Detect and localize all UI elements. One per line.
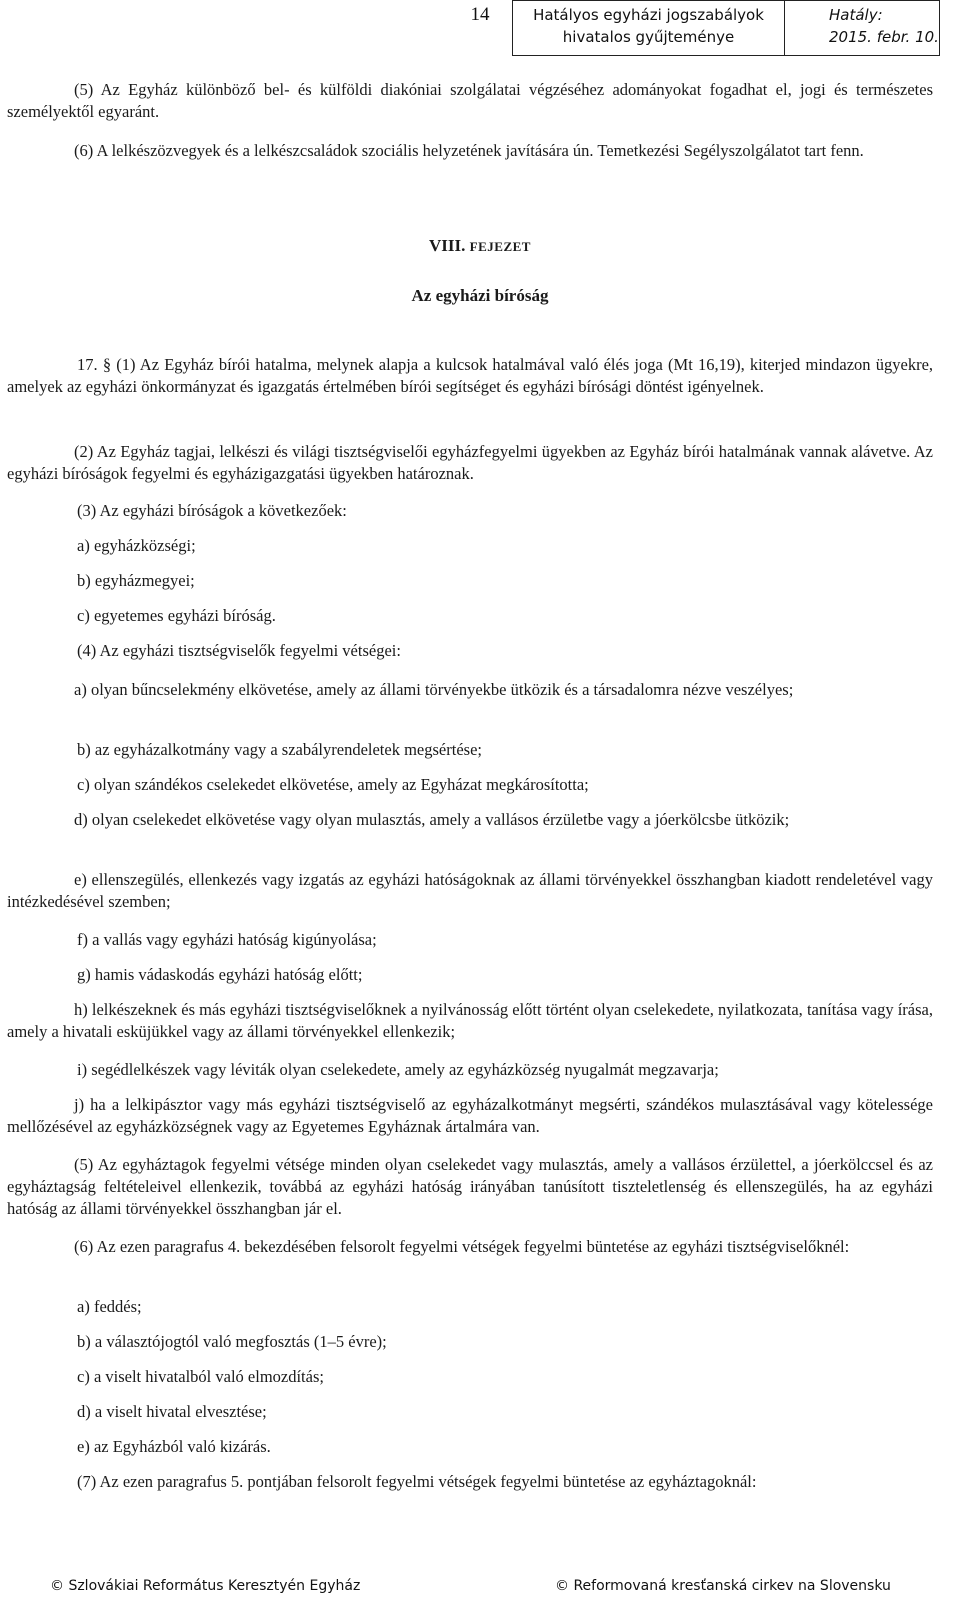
list-item: j) ha a lelkipásztor vagy más egyházi tisztségviselő az egyházalkotmányt megsérti, szándékos mulasztásával vagy kötelessége mellőzésével az egyházközségnek vagy az Egyetemes Egyháznak ártalmára van. [7, 1095, 933, 1136]
list-item: e) az Egyházból való kizárás. [77, 1437, 271, 1456]
list-item: a) olyan bűncselekmény elkövetése, amely az állami törvényekbe ütközik és a társadalomra nézve veszélyes; [74, 680, 794, 699]
chapter-title: Az egyházi bíróság [411, 286, 549, 305]
paragraph-6-previous: (6) A lelkészözvegyek és a lelkészcsaládok szociális helyzetének javítására ún. Temetkezési Segélyszolgálatot tart fenn. [74, 141, 864, 160]
footer-right: © Reformovaná kresťanská cirkev na Slovensku [555, 1578, 891, 1594]
list-item: f) a vallás vagy egyházi hatóság kigúnyolása; [77, 930, 377, 949]
list-item: c) olyan szándékos cselekedet elkövetése, amely az Egyházat megkárosította; [77, 775, 589, 794]
list-item: b) egyházmegyei; [77, 571, 195, 590]
chapter-heading [0, 236, 960, 256]
header-title-line1: Hatályos egyházi jogszabályok [533, 6, 764, 24]
header-effect-box [784, 0, 940, 56]
list-item: c) a viselt hivatalból való elmozdítás; [77, 1367, 324, 1386]
header-title-line2: hivatalos gyűjteménye [562, 28, 735, 46]
list-item: g) hamis vádaskodás egyházi hatóság előtt; [77, 965, 363, 984]
chapter-number: VIII. [429, 236, 466, 255]
section-17-paragraph-7: (7) Az ezen paragrafus 5. pontjában felsorolt fegyelmi vétségek fegyelmi büntetése az egyháztagoknál: [77, 1472, 757, 1491]
list-item: c) egyetemes egyházi bíróság. [77, 606, 276, 625]
list-item: b) a választójogtól való megfosztás (1–5 évre); [77, 1332, 387, 1351]
footer-left: © Szlovákiai Református Keresztyén Egyház [50, 1578, 361, 1594]
section-17-paragraph-4: (4) Az egyházi tisztségviselők fegyelmi vétségei: [77, 641, 401, 660]
section-17-paragraph-2: (2) Az Egyház tagjai, lelkészi és világi tisztségviselői egyházfegyelmi ügyekben az Egyház bírói hatalmának vannak alávetve. Az egyházi bíróságok fegyelmi és egyházigazgatási ügyekben határoznak. [7, 442, 933, 483]
list-item: a) egyházközségi; [77, 536, 196, 555]
section-17-paragraph-6: (6) Az ezen paragrafus 4. bekezdésében felsorolt fegyelmi vétségek fegyelmi büntetése az egyházi tisztségviselőknél: [74, 1237, 850, 1256]
list-item: h) lelkészeknek és más egyházi tisztségviselőknek a nyilvánosság előtt történt olyan cselekedete, nyilatkozata, tanítása vagy írása, amely a hivatali esküjükkel vagy az állami törvényekkel ellenkezik; [7, 1000, 933, 1041]
section-number: 17. [77, 355, 98, 374]
header-effect-date: 2015. febr. 10. [829, 28, 939, 46]
page-number: 14 [470, 4, 490, 25]
section-17-paragraph-5: (5) Az egyháztagok fegyelmi vétsége minden olyan cselekedet vagy mulasztás, amely a vallásos érzülettel, a jóerkölccsel és az egyháztagság feltételeivel ellenkezik, továbbá az egyházi hatóság irányában tanúsított tiszteletlenség és ellenszegülés, ha az egyházi hatóság az állami törvényekkel összhangban jár el. [7, 1155, 933, 1218]
paragraph-5-previous: (5) Az Egyház különböző bel- és külföldi diakóniai szolgálatai végzéséhez adományokat fogadhat el, jogi és természetes személyektől egyaránt. [7, 80, 933, 121]
section-mark: § [102, 355, 112, 374]
list-item: i) segédlelkészek vagy léviták olyan cselekedete, amely az egyházközség nyugalmát megzavarja; [77, 1060, 719, 1079]
section-17-paragraph-3: (3) Az egyházi bíróságok a következőek: [77, 501, 347, 520]
section-17-paragraph-1: 17. § (1) Az Egyház bírói hatalma, melynek alapja a kulcsok hatalmával való élés joga (Mt 16,19), kiterjed mindazon ügyekre, amelyek az egyházi önkormányzat és igazgatás értelmében bírói segítséget és egyházi bírósági döntést igényelnek. [7, 355, 934, 396]
list-item: e) ellenszegülés, ellenkezés vagy izgatás az egyházi hatóságoknak az állami törvényekkel összhangban kiadott rendeletével vagy intézkedésével szemben; [7, 870, 933, 911]
chapter-word: FEJEZET [469, 239, 531, 254]
list-item: a) feddés; [77, 1297, 142, 1316]
list-item: b) az egyházalkotmány vagy a szabályrendeletek megsértése; [77, 740, 482, 759]
list-item: d) olyan cselekedet elkövetése vagy olyan mulasztás, amely a vallásos érzületbe vagy a jóerkölcsbe ütközik; [74, 810, 790, 829]
list-item: d) a viselt hivatal elvesztése; [77, 1402, 267, 1421]
header-effect-label: Hatály: [829, 6, 883, 24]
header-title-box [512, 0, 784, 56]
